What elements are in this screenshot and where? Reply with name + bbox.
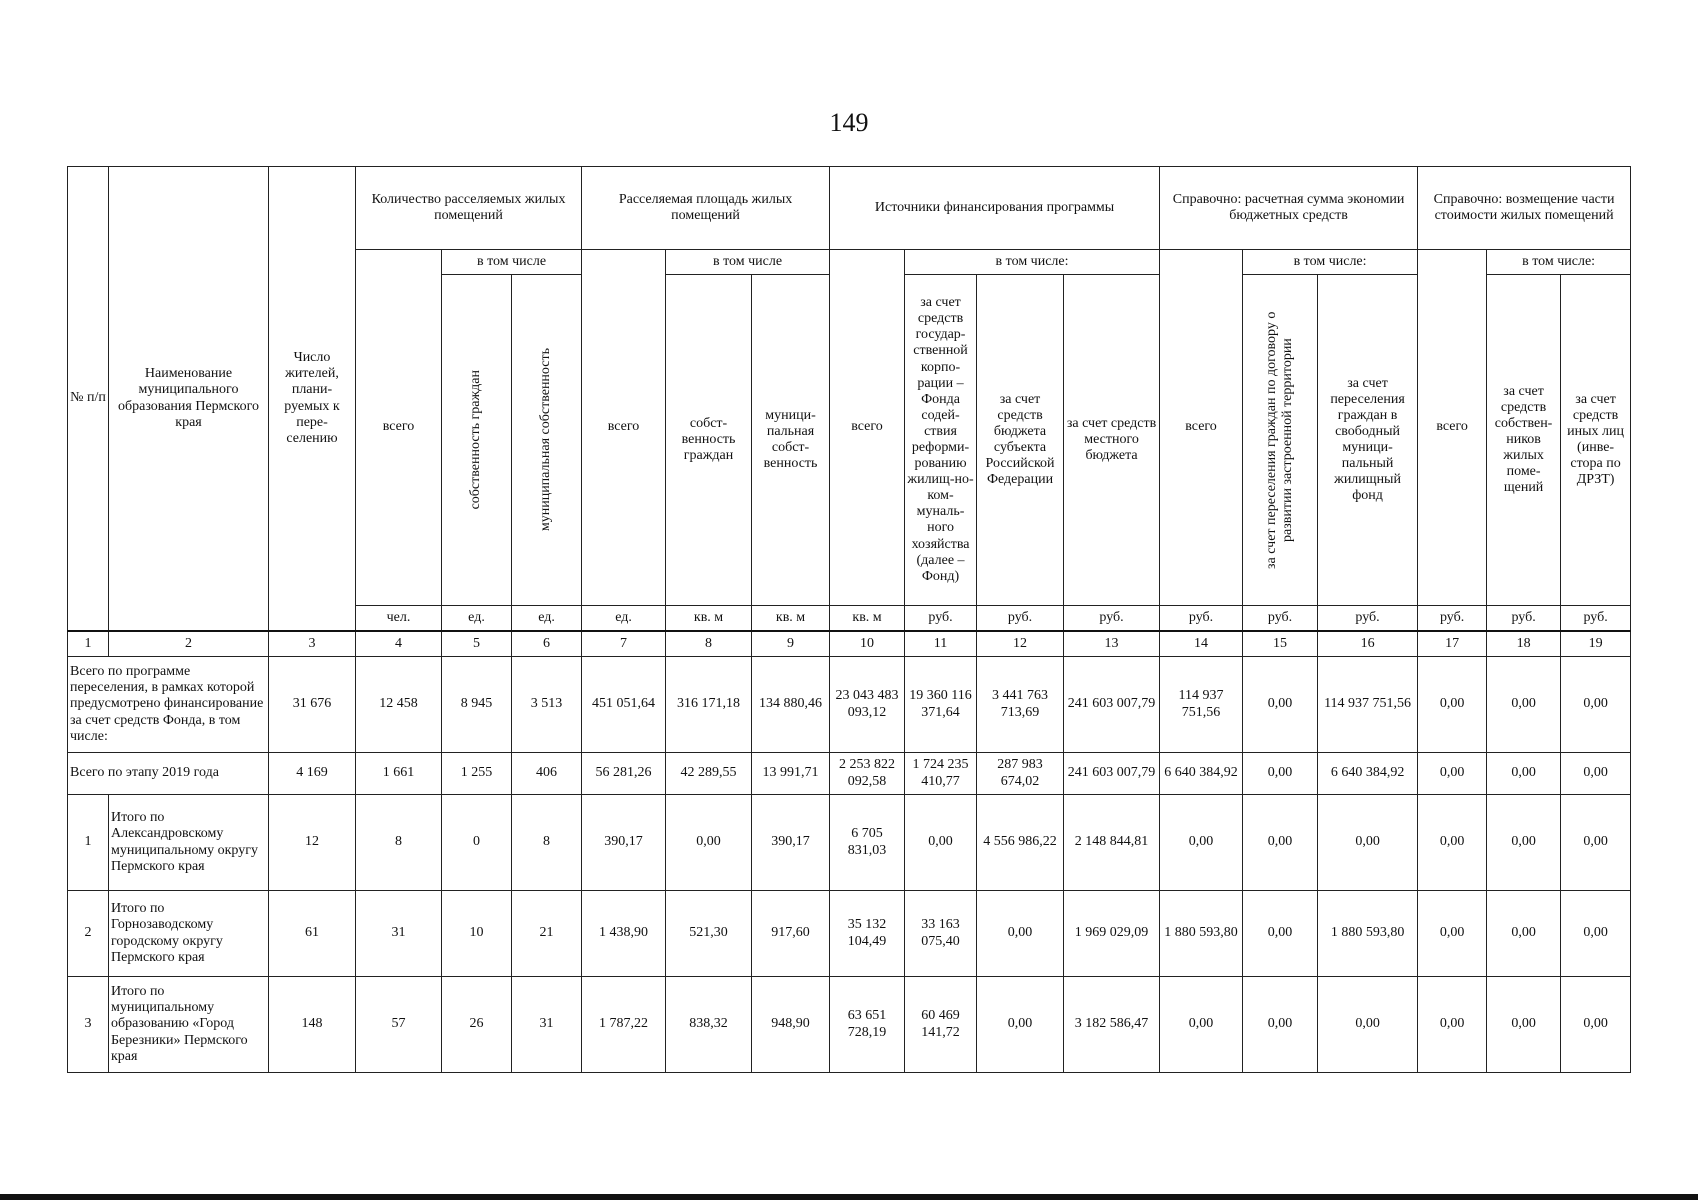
header-group-area: Расселяемая площадь жилых помещений	[582, 167, 830, 250]
table-cell: 0,00	[1318, 977, 1418, 1073]
table-cell: 0,00	[905, 795, 977, 891]
table-cell: 0	[442, 795, 512, 891]
table-cell: 0,00	[1318, 795, 1418, 891]
table-row	[68, 753, 1631, 795]
header-area-total: всего	[582, 250, 666, 606]
table-cell: 1 724 235 410,77	[905, 753, 977, 795]
table-cell: 241 603 007,79	[1064, 753, 1160, 795]
table-cell: 6 640 384,92	[1318, 753, 1418, 795]
table-cell: 0,00	[666, 795, 752, 891]
table-cell: 0,00	[1418, 891, 1487, 977]
col-number: 18	[1487, 631, 1561, 657]
table-body	[68, 657, 1631, 1073]
col-number: 19	[1561, 631, 1631, 657]
table-cell: 56 281,26	[582, 753, 666, 795]
col-number: 15	[1243, 631, 1318, 657]
table-cell: 114 937 751,56	[1160, 657, 1243, 753]
unit-cell: руб.	[1243, 606, 1318, 632]
table-cell: 12	[269, 795, 356, 891]
col-number: 14	[1160, 631, 1243, 657]
col-number: 8	[666, 631, 752, 657]
col-number: 12	[977, 631, 1064, 657]
table-cell: 241 603 007,79	[1064, 657, 1160, 753]
unit-cell: ед.	[582, 606, 666, 632]
table-cell: 287 983 674,02	[977, 753, 1064, 795]
col-number: 13	[1064, 631, 1160, 657]
table-cell: 148	[269, 977, 356, 1073]
table-cell: 0,00	[1243, 795, 1318, 891]
table-cell: 0,00	[1418, 657, 1487, 753]
table-row	[68, 795, 1631, 891]
table-cell: 1 969 029,09	[1064, 891, 1160, 977]
table-cell: 31 676	[269, 657, 356, 753]
header-comp-investors: за счет средств иных лиц (инве-стора по ДРЗТ)	[1561, 275, 1631, 606]
row-name: Итого по Александровскому муниципальному округу Пермского края	[109, 795, 269, 891]
col-number: 9	[752, 631, 830, 657]
table-cell: 3 182 586,47	[1064, 977, 1160, 1073]
table-cell: 4 169	[269, 753, 356, 795]
table-cell: 114 937 751,56	[1318, 657, 1418, 753]
row-number: 3	[68, 977, 109, 1073]
table-cell: 0,00	[1418, 795, 1487, 891]
table-cell: 13 991,71	[752, 753, 830, 795]
table-cell: 19 360 116 371,64	[905, 657, 977, 753]
unit-cell: кв. м	[830, 606, 905, 632]
header-comp-owners: за счет средств собствен-ников жилых поме-щений	[1487, 275, 1561, 606]
scan-edge-bar	[0, 1194, 1698, 1200]
table-header	[68, 167, 1631, 657]
table-cell: 390,17	[752, 795, 830, 891]
table-cell: 0,00	[1561, 657, 1631, 753]
unit-cell: руб.	[905, 606, 977, 632]
header-comp-incl: в том числе:	[1487, 250, 1631, 275]
header-area-municipal: муници-пальная собст-венность	[752, 275, 830, 606]
header-sav-free: за счет переселения граждан в свободный муници-пальный жилищный фонд	[1318, 275, 1418, 606]
table-row	[68, 891, 1631, 977]
table-cell: 917,60	[752, 891, 830, 977]
table-cell: 451 051,64	[582, 657, 666, 753]
header-sav-contract: за счет переселения граждан по договору о развитии застроенной территории	[1243, 275, 1318, 606]
table-cell: 0,00	[1561, 977, 1631, 1073]
header-rooms-total: всего	[356, 250, 442, 606]
col-number: 11	[905, 631, 977, 657]
table-cell: 1 880 593,80	[1160, 891, 1243, 977]
unit-cell: кв. м	[666, 606, 752, 632]
unit-cell: чел.	[356, 606, 442, 632]
unit-cell: руб.	[1318, 606, 1418, 632]
table-cell: 1 255	[442, 753, 512, 795]
unit-cell: ед.	[512, 606, 582, 632]
table-cell: 2 148 844,81	[1064, 795, 1160, 891]
table-cell: 61	[269, 891, 356, 977]
table-cell: 0,00	[1243, 657, 1318, 753]
table-cell: 1 880 593,80	[1318, 891, 1418, 977]
table-row	[68, 977, 1631, 1073]
unit-cell: руб.	[1561, 606, 1631, 632]
col-number: 7	[582, 631, 666, 657]
header-fin-fund: за счет средств государ-ственной корпо-рации – Фонда содей-ствия реформи-рованию жилищ-но-ком-муналь-ного хозяйства (далее – Фонд)	[905, 275, 977, 606]
header-group-compensation: Справочно: возмещение части стоимости жилых помещений	[1418, 167, 1631, 250]
header-fin-incl: в том числе:	[905, 250, 1160, 275]
unit-cell: руб.	[1160, 606, 1243, 632]
table-row	[68, 657, 1631, 753]
table-cell: 134 880,46	[752, 657, 830, 753]
table-cell: 316 171,18	[666, 657, 752, 753]
table-cell: 63 651 728,19	[830, 977, 905, 1073]
table-cell: 42 289,55	[666, 753, 752, 795]
table-cell: 0,00	[1487, 891, 1561, 977]
col-number: 3	[269, 631, 356, 657]
table-cell: 948,90	[752, 977, 830, 1073]
col-number: 4	[356, 631, 442, 657]
table-cell: 6 640 384,92	[1160, 753, 1243, 795]
table-cell: 21	[512, 891, 582, 977]
table-cell: 0,00	[1487, 657, 1561, 753]
table-cell: 0,00	[1487, 753, 1561, 795]
header-fin-total: всего	[830, 250, 905, 606]
table-cell: 0,00	[1243, 753, 1318, 795]
table-cell: 2 253 822 092,58	[830, 753, 905, 795]
row-name: Всего по программе переселения, в рамках которой предусмотрено финансирование за счет средств Фонда, в том числе:	[68, 657, 269, 753]
header-name: Наименование муниципального образования Пермского края	[109, 167, 269, 632]
table-cell: 0,00	[1561, 795, 1631, 891]
row-number: 2	[68, 891, 109, 977]
table-cell: 4 556 986,22	[977, 795, 1064, 891]
unit-cell: кв. м	[752, 606, 830, 632]
header-fin-local: за счет средств местного бюджета	[1064, 275, 1160, 606]
row-name: Всего по этапу 2019 года	[68, 753, 269, 795]
table-cell: 10	[442, 891, 512, 977]
table-cell: 0,00	[1160, 977, 1243, 1073]
table-cell: 0,00	[977, 891, 1064, 977]
header-sav-incl: в том числе:	[1243, 250, 1418, 275]
table-cell: 3 513	[512, 657, 582, 753]
col-number: 5	[442, 631, 512, 657]
col-number: 16	[1318, 631, 1418, 657]
table-cell: 23 043 483 093,12	[830, 657, 905, 753]
table-cell: 390,17	[582, 795, 666, 891]
header-sav-total: всего	[1160, 250, 1243, 606]
table-cell: 406	[512, 753, 582, 795]
table-cell: 0,00	[977, 977, 1064, 1073]
header-group-savings: Справочно: расчетная сумма экономии бюджетных средств	[1160, 167, 1418, 250]
table-cell: 0,00	[1418, 753, 1487, 795]
table-cell: 1 438,90	[582, 891, 666, 977]
header-rooms-incl: в том числе	[442, 250, 582, 275]
table-cell: 3 441 763 713,69	[977, 657, 1064, 753]
header-comp-total: всего	[1418, 250, 1487, 606]
header-rooms-citizen: собственность граждан	[442, 275, 512, 606]
col-number: 2	[109, 631, 269, 657]
table-cell: 1 661	[356, 753, 442, 795]
col-number: 6	[512, 631, 582, 657]
unit-cell: руб.	[1418, 606, 1487, 632]
unit-cell: руб.	[1064, 606, 1160, 632]
unit-cell: ед.	[442, 606, 512, 632]
table-cell: 0,00	[1160, 795, 1243, 891]
header-area-incl: в том числе	[666, 250, 830, 275]
table-cell: 0,00	[1243, 891, 1318, 977]
header-residents: Число жителей, плани-руемых к пере-селению	[269, 167, 356, 632]
table-cell: 8 945	[442, 657, 512, 753]
col-number: 17	[1418, 631, 1487, 657]
table-cell: 33 163 075,40	[905, 891, 977, 977]
header-num: № п/п	[68, 167, 109, 632]
col-number: 1	[68, 631, 109, 657]
table-cell: 0,00	[1243, 977, 1318, 1073]
table-cell: 0,00	[1487, 977, 1561, 1073]
table-cell: 26	[442, 977, 512, 1073]
header-group-rooms: Количество расселяемых жилых помещений	[356, 167, 582, 250]
table-cell: 31	[512, 977, 582, 1073]
unit-cell: руб.	[977, 606, 1064, 632]
page-number: 149	[829, 108, 869, 137]
table-cell: 8	[512, 795, 582, 891]
table-cell: 1 787,22	[582, 977, 666, 1073]
table-cell: 31	[356, 891, 442, 977]
table-cell: 8	[356, 795, 442, 891]
header-group-finance: Источники финансирования программы	[830, 167, 1160, 250]
table-cell: 0,00	[1418, 977, 1487, 1073]
row-name: Итого по муниципальному образованию «Город Березники» Пермского края	[109, 977, 269, 1073]
row-number: 1	[68, 795, 109, 891]
header-rooms-municipal: муниципальная собственность	[512, 275, 582, 606]
table-cell: 521,30	[666, 891, 752, 977]
table-cell: 12 458	[356, 657, 442, 753]
header-area-citizen: собст-венность граждан	[666, 275, 752, 606]
table-cell: 838,32	[666, 977, 752, 1073]
resettlement-table	[67, 166, 1631, 1073]
table-cell: 57	[356, 977, 442, 1073]
unit-cell: руб.	[1487, 606, 1561, 632]
header-fin-subject: за счет средств бюджета субъекта Российской Федерации	[977, 275, 1064, 606]
table-cell: 0,00	[1487, 795, 1561, 891]
table-cell: 0,00	[1561, 891, 1631, 977]
table-cell: 60 469 141,72	[905, 977, 977, 1073]
table-cell: 0,00	[1561, 753, 1631, 795]
table-cell: 6 705 831,03	[830, 795, 905, 891]
table-cell: 35 132 104,49	[830, 891, 905, 977]
row-name: Итого по Горнозаводскому городскому округу Пермского края	[109, 891, 269, 977]
col-number: 10	[830, 631, 905, 657]
